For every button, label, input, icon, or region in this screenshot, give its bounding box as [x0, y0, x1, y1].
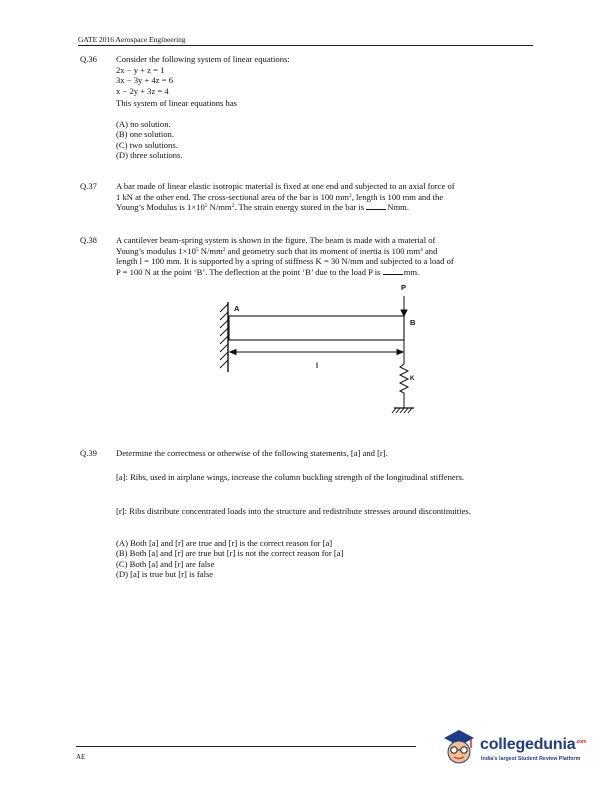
q38-line-1: A cantilever beam-spring system is shown in the figure. The beam is made with a material of: [116, 235, 436, 245]
label-b: B: [410, 318, 416, 327]
answer-blank: [366, 202, 386, 210]
header-rule: [78, 45, 533, 46]
q39-option-a: (A) Both [a] and [r] are true and [r] is the correct reason for [a]: [116, 538, 333, 548]
q36-text: Consider the following system of linear equations:: [116, 54, 290, 64]
q38-text: [116, 235, 530, 277]
logo-suffix: .com: [575, 739, 587, 745]
q37-line-1: A bar made of linear elastic isotropic material is fixed at one end and subjected to an axial force of: [116, 181, 455, 191]
question-number-39: Q.39: [80, 448, 97, 458]
label-a: A: [234, 304, 240, 313]
q39-statement-a: [a]: Ribs, used in airplane wings, increase the column buckling strength of the longitudinal stiffeners.: [116, 472, 465, 482]
q37-line-3: Young’s Modulus is $1\times 10^5$ $N/mm^2$. The strain energy stored in the bar is Nmm.: [116, 202, 410, 213]
q36-option-c: (C) two solutions.: [116, 139, 178, 150]
q39-option-b: (B) Both [a] and [r] are true but [r] is not the correct reason for [a]: [116, 548, 344, 559]
logo-tagline: India's largest Student Review Platform: [481, 756, 581, 762]
answer-blank: [383, 267, 403, 275]
q39-option-c: (C) Both [a] and [r] are false: [116, 558, 215, 569]
q37-line-2: 1 kN at the other end. The cross-sectional area of the bar is 100 $mm^2$, length is 100 mm and the: [116, 191, 444, 202]
footer-code: AE: [76, 753, 86, 761]
equation-2: 3x − 3y + 4z = 6: [116, 75, 174, 86]
label-l: l: [316, 361, 319, 370]
q37-text: [116, 181, 530, 213]
logo-name: collegedunia: [480, 736, 576, 753]
beam-spring-figure: [200, 280, 430, 425]
q38-line-4: P = 100 N at the point ‘B’. The deflection at the point ‘B’ due to the load P is mm.: [116, 266, 420, 277]
equation-1: 2x − y + z = 1: [116, 65, 165, 75]
q36-option-a: (A) no solution.: [116, 119, 171, 129]
question-number-36: Q.36: [80, 54, 97, 64]
q36-equations: [116, 65, 173, 96]
q39-text: Determine the correctness or otherwise of the following statements, [a] and [r].: [116, 448, 388, 458]
question-number-37: Q.37: [80, 181, 97, 191]
spring: [400, 340, 408, 408]
q39-option-d: (D) [a] is true but [r] is false: [116, 569, 214, 580]
label-p: P: [401, 283, 407, 292]
q39-options: [116, 538, 343, 580]
q36-options: [116, 119, 183, 161]
mascot-icon: [440, 726, 478, 768]
equation-3: x − 2y + 3z = 4: [116, 85, 169, 96]
cantilever-beam: [229, 316, 404, 340]
question-number-38: Q.38: [80, 235, 97, 245]
q36-stem: This system of linear equations has: [116, 98, 238, 108]
page-header: GATE 2016 Aerospace Engineering: [78, 35, 186, 44]
footer-rule: [76, 746, 416, 747]
q36-option-d: (D) three solutions.: [116, 150, 183, 161]
q38-line-2: Young’s modulus $1\times 10^5$ $N/mm^2$ and geometry such that its moment of inertia is 100 $mm^4$ and: [116, 245, 438, 256]
collegedunia-logo[interactable]: [440, 726, 590, 772]
label-k: K: [410, 376, 415, 382]
q39-statement-r: [r]: Ribs distribute concentrated loads into the structure and redistribute stresses around discontinuities.: [116, 506, 471, 516]
q38-line-3: length l = 100 mm. It is supported by a spring of stiffness K = 30 N/mm and subjected to a load of: [116, 256, 454, 267]
q36-option-b: (B) one solution.: [116, 129, 175, 140]
